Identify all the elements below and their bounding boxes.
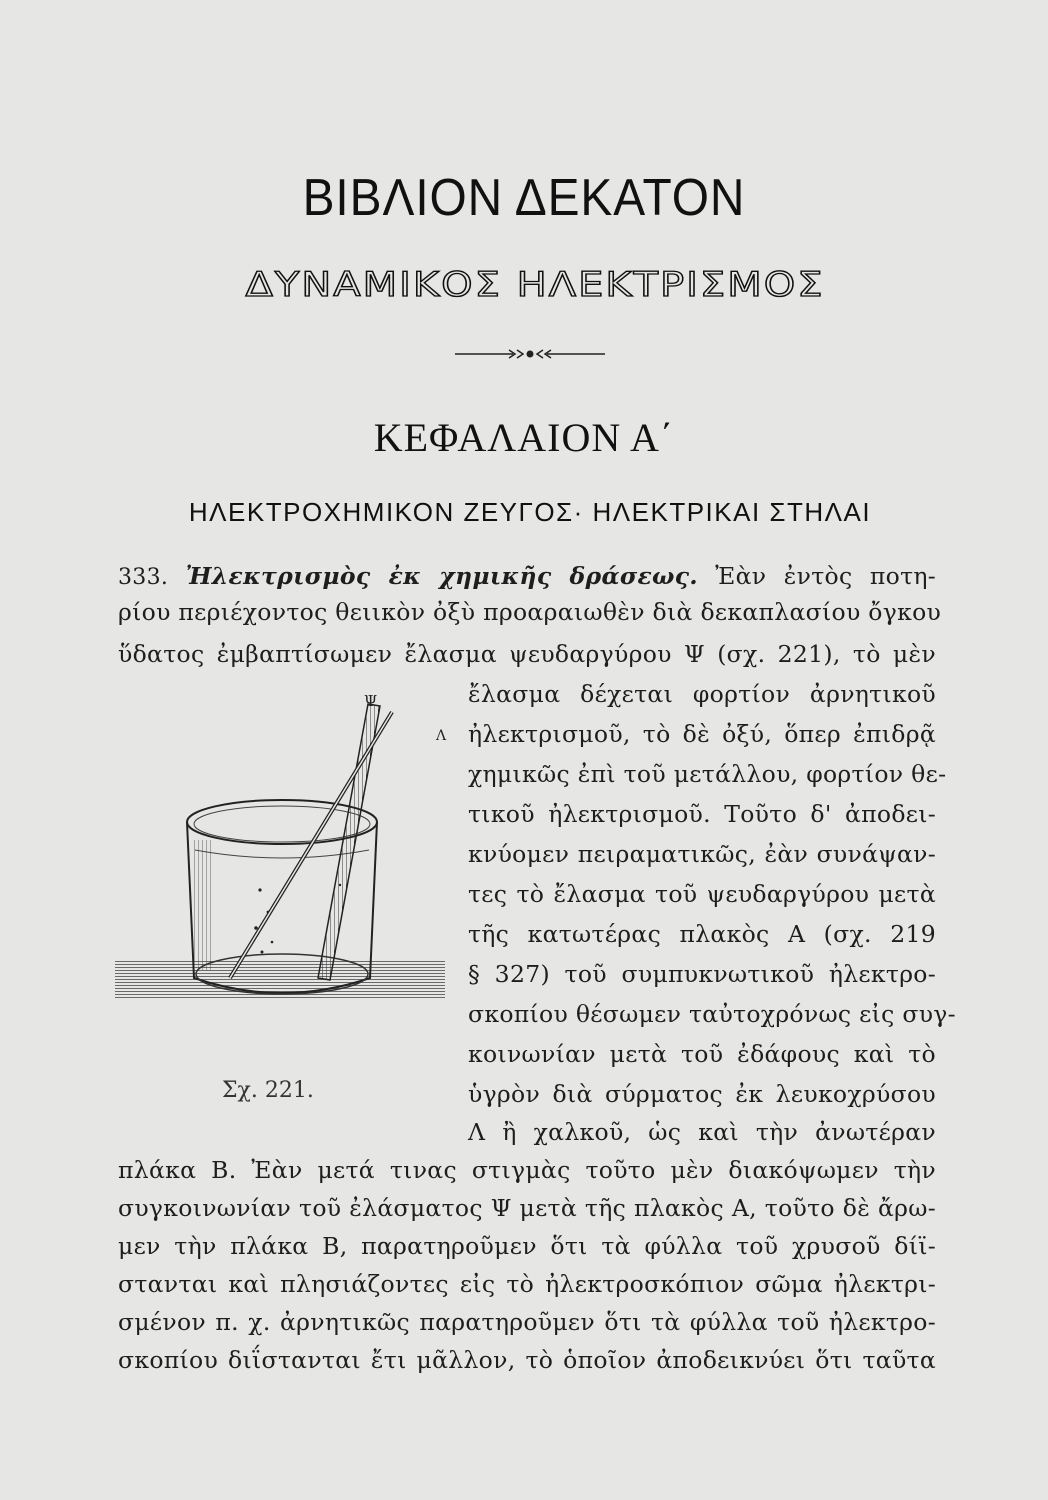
text-line: Λ ἢ χαλκοῦ, ὡς καὶ τὴν ἀνωτέραν bbox=[468, 1118, 936, 1146]
text-line: σκοπίου θέσωμεν ταὐτοχρόνως εἰς συγ- bbox=[468, 1000, 956, 1028]
text-line: κοινωνίαν μετὰ τοῦ ἐδάφους καὶ τὸ bbox=[468, 1040, 936, 1068]
text-line: τῆς κατωτέρας πλακὸς Α (σχ. 219 bbox=[468, 920, 936, 948]
label-zinc: Ψ bbox=[364, 692, 378, 710]
text-line: ρίου περιέχοντος θειικὸν ὀξὺ προαραιωθὲν διὰ δεκαπλασίου ὄγκου bbox=[118, 598, 942, 626]
figure-beaker-illustration bbox=[110, 690, 465, 1080]
section-title: ΗΛΕΚΤΡΟΧΗΜΙΚΟΝ ΖΕΥΓΟΣ· ΗΛΕΚΤΡΙΚΑΙ ΣΤΗΛΑΙ bbox=[188, 497, 872, 527]
ornament-divider bbox=[455, 346, 605, 362]
text-line: χημικῶς ἐπὶ τοῦ μετάλλου, φορτίον θε- bbox=[468, 760, 947, 788]
label-wire: Λ bbox=[436, 728, 447, 744]
paragraph-heading: Ἠλεκτρισμὸς ἐκ χημικῆς δράσεως. bbox=[185, 562, 698, 590]
paragraph-first-line bbox=[118, 562, 936, 590]
text-line: συγκοινωνίαν τοῦ ἐλάσματος Ψ μετὰ τῆς πλακὸς Α, τοῦτο δὲ ἄρω- bbox=[118, 1194, 936, 1222]
book-title: ΒΙΒΛΙΟΝ ΔΕΚΑΤΟΝ bbox=[302, 169, 746, 227]
text-line: σκοπίου διΐστανται ἔτι μᾶλλον, τὸ ὁποῖον ἀποδεικνύει ὅτι ταῦτα bbox=[118, 1346, 936, 1374]
text-line: Ἐὰν ἐντὸς ποτη- bbox=[715, 562, 936, 590]
text-line: ἔλασμα δέχεται φορτίον ἀρνητικοῦ bbox=[468, 680, 936, 708]
text-line: τες τὸ ἔλασμα τοῦ ψευδαργύρου μετὰ bbox=[468, 880, 936, 908]
chapter-title: ΚΕΦΑΛΑΙΟΝ Α΄ bbox=[373, 415, 675, 460]
book-subtitle: ΔΥΝΑΜΙΚΟΣ ΗΛΕΚΤΡΙΣΜΟΣ bbox=[245, 265, 825, 305]
text-line: ὕδατος ἐμβαπτίσωμεν ἔλασμα ψευδαργύρου Ψ (σχ. 221), τὸ μὲν bbox=[118, 640, 936, 668]
text-line: ἠλεκτρισμοῦ, τὸ δὲ ὀξύ, ὅπερ ἐπιδρᾷ bbox=[468, 720, 936, 748]
text-line: § 327) τοῦ συμπυκνωτικοῦ ἠλεκτρο- bbox=[468, 960, 936, 988]
text-line: μεν τὴν πλάκα Β, παρατηροῦμεν ὅτι τὰ φύλλα τοῦ χρυσοῦ δίϊ- bbox=[118, 1232, 936, 1260]
text-line: τικοῦ ἠλεκτρισμοῦ. Τοῦτο δ' ἀποδει- bbox=[468, 800, 936, 828]
figure-caption: Σχ. 221. bbox=[222, 1078, 314, 1103]
paragraph-number: 333. bbox=[118, 565, 169, 590]
text-line: στανται καὶ πλησιάζοντες εἰς τὸ ἠλεκτροσκόπιον σῶμα ἠλεκτρι- bbox=[118, 1270, 936, 1298]
text-line: σμένον π. χ. ἀρνητικῶς παρατηροῦμεν ὅτι τὰ φύλλα τοῦ ἠλεκτρο- bbox=[118, 1308, 936, 1336]
text-line: πλάκα Β. Ἐὰν μετά τινας στιγμὰς τοῦτο μὲν διακόψωμεν τὴν bbox=[118, 1156, 936, 1184]
text-line: ὑγρὸν διὰ σύρματος ἐκ λευκοχρύσου bbox=[468, 1080, 936, 1108]
text-line: κνύομεν πειραματικῶς, ἐὰν συνάψαν- bbox=[468, 840, 936, 868]
